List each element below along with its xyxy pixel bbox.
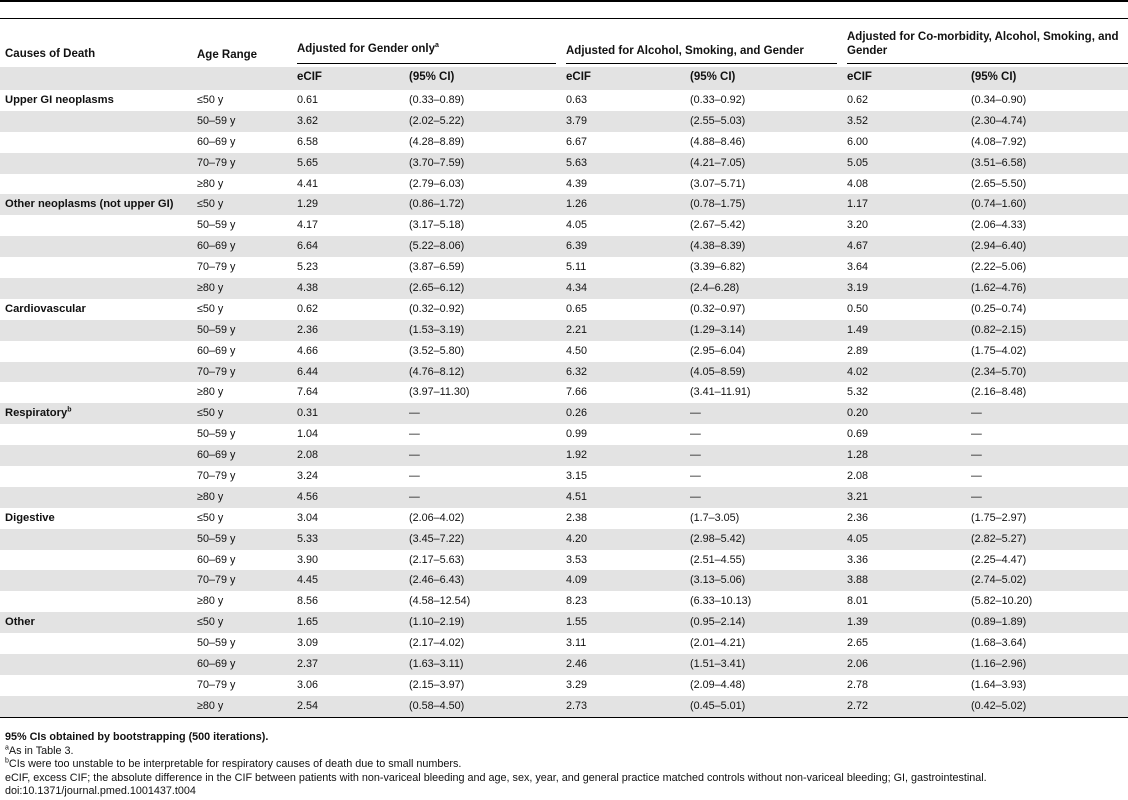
cell-ci-alcohol-smoking: (0.95–2.14) (690, 616, 746, 629)
cell-cause-label: Upper GI neoplasms (5, 94, 114, 106)
table-body (0, 90, 1128, 717)
cell-ecif-comorbidity: 0.62 (847, 94, 869, 106)
footnote-doi: doi:10.1371/journal.pmed.1001437.t004 (5, 785, 196, 797)
cell-ecif-comorbidity: 3.19 (847, 282, 869, 295)
cell-ecif-alcohol-smoking: 3.15 (566, 470, 588, 483)
cell-ecif-gender: 2.08 (297, 449, 319, 462)
cell-age-range: ≤50 y (197, 198, 224, 211)
cell-ci-alcohol-smoking: (2.01–4.21) (690, 637, 746, 650)
cell-ecif-gender: 4.17 (297, 219, 319, 232)
header-causes: Causes of Death (5, 48, 96, 60)
cell-ci-gender: (3.70–7.59) (409, 156, 465, 169)
cell-ci-comorbidity: (4.08–7.92) (971, 135, 1027, 148)
footnote-b-mark: b (5, 757, 9, 765)
cell-ecif-comorbidity: 1.49 (847, 323, 869, 336)
cell-ecif-gender: 7.64 (297, 386, 319, 399)
cell-ci-gender: (0.58–4.50) (409, 699, 465, 712)
cell-cause (5, 198, 173, 210)
cell-ci-comorbidity: (2.94–6.40) (971, 240, 1027, 253)
footnote-a-text: As in Table 3. (8, 744, 74, 757)
table-row (0, 320, 1128, 341)
cell-ci-gender: (2.02–5.22) (409, 114, 465, 127)
cell-age-range: 50–59 y (197, 532, 236, 545)
footnote-bootstrap: 95% CIs obtained by bootstrapping (500 iterations). (5, 731, 269, 743)
cell-ecif-gender: 5.33 (297, 532, 319, 545)
cell-ci-alcohol-smoking: (4.38–8.39) (690, 240, 746, 253)
subheader-ci-1: (95% CI) (409, 71, 455, 83)
cell-ci-gender: (2.17–4.02) (409, 637, 465, 650)
cell-ci-comorbidity: (1.16–2.96) (971, 658, 1027, 671)
table-row (0, 633, 1128, 654)
cell-ci-alcohol-smoking: (0.33–0.92) (690, 94, 746, 106)
cell-age-range: ≥80 y (197, 177, 224, 190)
header-group-alcohol-smoking: Adjusted for Alcohol, Smoking, and Gender (566, 45, 804, 57)
cell-age-range: ≥80 y (197, 595, 224, 608)
cell-ci-gender: (5.22–8.06) (409, 240, 465, 253)
header-group-gender (297, 42, 439, 56)
cell-ecif-alcohol-smoking: 1.92 (566, 449, 588, 462)
cell-ecif-comorbidity: 8.01 (847, 595, 869, 608)
cell-cause-label: Other neoplasms (not upper GI) (5, 198, 174, 211)
table-row (0, 424, 1128, 445)
table-row (0, 153, 1128, 174)
cell-ci-comorbidity: (1.68–3.64) (971, 637, 1027, 650)
cell-ci-alcohol-smoking: — (690, 407, 701, 420)
cell-ecif-comorbidity: 1.28 (847, 449, 869, 462)
data-table (0, 18, 1128, 718)
cell-age-range: 50–59 y (197, 428, 236, 441)
table-row (0, 550, 1128, 571)
cell-cause-label: Cardiovascular (5, 302, 86, 315)
cell-ecif-gender: 5.65 (297, 156, 319, 169)
cell-ecif-comorbidity: 0.50 (847, 302, 869, 315)
cell-ci-alcohol-smoking: (4.21–7.05) (690, 156, 746, 169)
cell-age-range: ≤50 y (197, 511, 224, 524)
table-row (0, 445, 1128, 466)
cell-age-range: 50–59 y (197, 323, 236, 336)
group2-underline (566, 63, 837, 64)
cell-ci-comorbidity: — (971, 428, 982, 441)
cell-ecif-gender: 3.06 (297, 678, 319, 691)
cell-age-range: ≤50 y (197, 94, 224, 106)
cell-ci-gender: (2.79–6.03) (409, 177, 465, 190)
cell-ci-comorbidity: (1.75–4.02) (971, 344, 1027, 357)
footnote-mark: b (67, 406, 72, 414)
cell-ecif-alcohol-smoking: 1.26 (566, 198, 588, 211)
cell-ecif-alcohol-smoking: 4.51 (566, 490, 588, 503)
cell-ecif-comorbidity: 5.32 (847, 386, 869, 399)
cell-ci-comorbidity: (2.06–4.33) (971, 219, 1027, 232)
cell-ecif-alcohol-smoking: 4.05 (566, 219, 588, 232)
cell-ci-gender: (2.46–6.43) (409, 574, 465, 587)
cell-ecif-alcohol-smoking: 1.55 (566, 616, 588, 629)
table-row (0, 570, 1128, 591)
cell-ci-alcohol-smoking: (2.95–6.04) (690, 344, 746, 357)
cell-ci-comorbidity: (1.64–3.93) (971, 678, 1027, 691)
subheader-ci-3: (95% CI) (971, 71, 1017, 83)
subheader-ecif-2: eCIF (566, 71, 591, 83)
cell-ecif-comorbidity: 4.05 (847, 532, 869, 545)
cell-ci-comorbidity: (2.22–5.06) (971, 261, 1027, 274)
cell-ecif-gender: 8.56 (297, 595, 319, 608)
cell-ecif-comorbidity: 3.52 (847, 114, 869, 127)
cell-ci-alcohol-smoking: (4.05–8.59) (690, 365, 746, 378)
cell-ecif-gender: 0.62 (297, 302, 319, 315)
table-row (0, 278, 1128, 299)
table-row (0, 654, 1128, 675)
table-header (0, 19, 1128, 67)
cell-ci-gender: (2.65–6.12) (409, 282, 465, 295)
cell-ci-alcohol-smoking: — (690, 428, 701, 441)
cell-ecif-alcohol-smoking: 6.32 (566, 365, 588, 378)
cell-age-range: 50–59 y (197, 637, 236, 650)
table-row (0, 257, 1128, 278)
cell-ecif-comorbidity: 0.69 (847, 428, 869, 441)
cell-ecif-comorbidity: 2.06 (847, 658, 869, 671)
cell-age-range: 70–79 y (197, 261, 236, 274)
cell-ecif-alcohol-smoking: 4.34 (566, 282, 588, 295)
cell-ecif-gender: 4.41 (297, 177, 319, 190)
cell-cause (5, 512, 55, 524)
table-footnotes (5, 731, 1115, 799)
cell-ci-gender: (3.87–6.59) (409, 261, 465, 274)
cell-cause-label: Other (5, 616, 35, 629)
cell-age-range: ≥80 y (197, 282, 224, 295)
cell-ecif-alcohol-smoking: 0.99 (566, 428, 588, 441)
cell-ecif-alcohol-smoking: 3.53 (566, 553, 588, 566)
cell-ecif-comorbidity: 6.00 (847, 135, 869, 148)
cell-age-range: ≥80 y (197, 490, 224, 503)
cell-cause (5, 303, 86, 315)
cell-ci-comorbidity: (2.74–5.02) (971, 574, 1027, 587)
cell-ecif-alcohol-smoking: 3.29 (566, 678, 588, 691)
cell-ecif-gender: 6.44 (297, 365, 319, 378)
cell-ci-comorbidity: (0.42–5.02) (971, 699, 1027, 712)
cell-age-range: ≤50 y (197, 302, 224, 315)
cell-ecif-alcohol-smoking: 0.65 (566, 302, 588, 315)
cell-age-range: 60–69 y (197, 344, 236, 357)
cell-ci-gender: (0.33–0.89) (409, 94, 465, 106)
cell-ci-gender: (2.06–4.02) (409, 511, 465, 524)
cell-ci-alcohol-smoking: (2.51–4.55) (690, 553, 746, 566)
cell-cause (5, 94, 114, 106)
cell-ecif-comorbidity: 3.64 (847, 261, 869, 274)
cell-cause (5, 616, 35, 628)
cell-ecif-comorbidity: 1.17 (847, 198, 869, 211)
table-row (0, 508, 1128, 529)
cell-ecif-comorbidity: 3.36 (847, 553, 869, 566)
cell-ci-gender: (4.28–8.89) (409, 135, 465, 148)
cell-ci-gender: (3.45–7.22) (409, 532, 465, 545)
cell-ci-gender: (4.58–12.54) (409, 595, 471, 608)
cell-ci-alcohol-smoking: (2.55–5.03) (690, 114, 746, 127)
cell-ci-gender: (1.53–3.19) (409, 323, 465, 336)
cell-ecif-comorbidity: 4.08 (847, 177, 869, 190)
cell-ecif-comorbidity: 2.65 (847, 637, 869, 650)
cell-ecif-comorbidity: 2.78 (847, 678, 869, 691)
cell-ci-gender: (4.76–8.12) (409, 365, 465, 378)
cell-ci-comorbidity: (2.65–5.50) (971, 177, 1027, 190)
cell-age-range: ≤50 y (197, 616, 224, 629)
cell-ci-gender: — (409, 490, 420, 503)
cell-ci-comorbidity: (2.16–8.48) (971, 386, 1027, 399)
cell-ecif-alcohol-smoking: 2.21 (566, 323, 588, 336)
cell-age-range: 70–79 y (197, 156, 236, 169)
table-row (0, 382, 1128, 403)
cell-ci-comorbidity: (0.89–1.89) (971, 616, 1027, 629)
cell-ecif-comorbidity: 2.72 (847, 699, 869, 712)
cell-ecif-gender: 3.04 (297, 511, 319, 524)
cell-ci-comorbidity: (2.30–4.74) (971, 114, 1027, 127)
cell-ci-alcohol-smoking: (0.78–1.75) (690, 198, 746, 211)
cell-ci-alcohol-smoking: — (690, 470, 701, 483)
cell-age-range: 50–59 y (197, 219, 236, 232)
cell-ecif-alcohol-smoking: 8.23 (566, 595, 588, 608)
table-row (0, 529, 1128, 550)
cell-ecif-gender: 3.09 (297, 637, 319, 650)
cell-ecif-alcohol-smoking: 0.63 (566, 94, 588, 106)
cell-ecif-alcohol-smoking: 5.63 (566, 156, 588, 169)
cell-ci-comorbidity: (0.82–2.15) (971, 323, 1027, 336)
table-row (0, 90, 1128, 111)
cell-ecif-gender: 6.64 (297, 240, 319, 253)
cell-ci-comorbidity: (0.74–1.60) (971, 198, 1027, 211)
cell-ecif-alcohol-smoking: 2.46 (566, 658, 588, 671)
table-row (0, 111, 1128, 132)
cell-ci-comorbidity: — (971, 449, 982, 462)
cell-ecif-alcohol-smoking: 3.79 (566, 114, 588, 127)
cell-ci-alcohol-smoking: (0.32–0.97) (690, 302, 746, 315)
cell-ecif-gender: 4.45 (297, 574, 319, 587)
cell-ecif-gender: 4.38 (297, 282, 319, 295)
cell-ci-gender: — (409, 407, 420, 420)
cell-ecif-gender: 5.23 (297, 261, 319, 274)
cell-ci-gender: (0.32–0.92) (409, 302, 465, 315)
footnote-b-text: CIs were too unstable to be interpretable for respiratory causes of death due to small numbers. (8, 758, 462, 770)
cell-cause (5, 407, 71, 419)
cell-ci-gender: (3.52–5.80) (409, 344, 465, 357)
footnote-abbreviations: eCIF, excess CIF; the absolute difference in the CIF between patients with non-variceal bleeding and age, sex, year, and general practice matched controls without non-variceal bleeding; GI, gastrointestinal. (5, 771, 987, 784)
cell-ci-comorbidity: — (971, 470, 982, 483)
cell-ci-comorbidity: — (971, 490, 982, 503)
header-group-gender-label: Adjusted for Gender only (297, 43, 436, 55)
cell-age-range: 60–69 y (197, 449, 236, 462)
cell-ecif-gender: 6.58 (297, 135, 319, 148)
cell-cause-label: Respiratory (5, 407, 68, 420)
table-row (0, 132, 1128, 153)
cell-ci-comorbidity: (2.25–4.47) (971, 553, 1027, 566)
cell-ci-gender: (0.86–1.72) (409, 198, 465, 211)
cell-ci-alcohol-smoking: (2.98–5.42) (690, 532, 746, 545)
cell-ci-alcohol-smoking: (1.29–3.14) (690, 323, 746, 336)
cell-age-range: 70–79 y (197, 470, 236, 483)
cell-ecif-gender: 4.56 (297, 490, 319, 503)
cell-age-range: 60–69 y (197, 135, 236, 148)
cell-ecif-gender: 4.66 (297, 344, 319, 357)
cell-ci-gender: — (409, 428, 420, 441)
cell-age-range: ≥80 y (197, 699, 224, 712)
cell-ecif-alcohol-smoking: 7.66 (566, 386, 588, 399)
cell-ci-comorbidity: (1.75–2.97) (971, 511, 1027, 524)
cell-age-range: 70–79 y (197, 678, 236, 691)
cell-ci-alcohol-smoking: (3.41–11.91) (690, 386, 751, 399)
table-row (0, 591, 1128, 612)
cell-ecif-alcohol-smoking: 0.26 (566, 407, 588, 420)
cell-ci-alcohol-smoking: (3.07–5.71) (690, 177, 746, 190)
table-row (0, 341, 1128, 362)
cell-age-range: ≤50 y (197, 407, 224, 420)
cell-ci-gender: (2.17–5.63) (409, 553, 465, 566)
cell-ecif-gender: 0.31 (297, 407, 319, 420)
cell-ci-gender: (3.17–5.18) (409, 219, 465, 232)
cell-ci-alcohol-smoking: (4.88–8.46) (690, 135, 746, 148)
cell-ecif-alcohol-smoking: 4.09 (566, 574, 588, 587)
table-row (0, 403, 1128, 424)
cell-ecif-gender: 2.54 (297, 699, 319, 712)
table-row (0, 236, 1128, 257)
subheader-ci-2: (95% CI) (690, 71, 736, 83)
cell-ecif-alcohol-smoking: 2.38 (566, 511, 588, 524)
subheader-ecif-1: eCIF (297, 71, 322, 83)
cell-ecif-alcohol-smoking: 4.20 (566, 532, 588, 545)
table-row (0, 194, 1128, 215)
cell-ecif-comorbidity: 4.67 (847, 240, 869, 253)
table-row (0, 299, 1128, 320)
table-row (0, 362, 1128, 383)
cell-ecif-alcohol-smoking: 3.11 (566, 637, 587, 650)
subheader-ecif-3: eCIF (847, 71, 872, 83)
cell-age-range: 70–79 y (197, 365, 236, 378)
cell-ci-alcohol-smoking: — (690, 449, 701, 462)
cell-ci-alcohol-smoking: (0.45–5.01) (690, 699, 746, 712)
group1-underline (297, 63, 556, 64)
cell-ecif-gender: 3.90 (297, 553, 319, 566)
cell-ci-alcohol-smoking: (2.67–5.42) (690, 219, 746, 232)
cell-ci-alcohol-smoking: (3.39–6.82) (690, 261, 746, 274)
cell-ci-gender: — (409, 449, 420, 462)
cell-ci-comorbidity: (1.62–4.76) (971, 282, 1027, 295)
table-row (0, 215, 1128, 236)
table-row (0, 466, 1128, 487)
table-row (0, 675, 1128, 696)
cell-ci-alcohol-smoking: — (690, 490, 701, 503)
cell-ecif-comorbidity: 0.20 (847, 407, 869, 420)
cell-ecif-alcohol-smoking: 6.39 (566, 240, 588, 253)
cell-ci-comorbidity: (2.34–5.70) (971, 365, 1027, 378)
cell-age-range: 50–59 y (197, 114, 236, 127)
footnote-a-mark: a (5, 743, 9, 751)
cell-ecif-comorbidity: 4.02 (847, 365, 869, 378)
footnote-mark-a: a (435, 42, 439, 50)
header-group-comorbidity: Adjusted for Co-morbidity, Alcohol, Smoking, and Gender (847, 31, 1119, 57)
cell-age-range: 70–79 y (197, 574, 236, 587)
cell-ecif-gender: 1.04 (297, 428, 319, 441)
cell-ci-alcohol-smoking: (2.09–4.48) (690, 678, 746, 691)
group3-underline (847, 63, 1128, 64)
cell-ecif-comorbidity: 5.05 (847, 156, 869, 169)
cell-age-range: 60–69 y (197, 658, 236, 671)
cell-ci-gender: (3.97–11.30) (409, 386, 470, 399)
cell-ci-comorbidity: (3.51–6.58) (971, 156, 1027, 169)
table-row (0, 612, 1128, 633)
cell-ecif-alcohol-smoking: 4.39 (566, 177, 588, 190)
footnote-a (5, 745, 1115, 759)
cell-ci-alcohol-smoking: (3.13–5.06) (690, 574, 746, 587)
header-age-range: Age Range (197, 49, 258, 61)
cell-age-range: 60–69 y (197, 240, 236, 253)
cell-ecif-comorbidity: 2.89 (847, 344, 869, 357)
cell-ecif-gender: 0.61 (297, 94, 319, 106)
cell-ecif-gender: 2.36 (297, 323, 319, 336)
cell-age-range: 60–69 y (197, 553, 236, 566)
cell-ecif-gender: 3.62 (297, 114, 319, 127)
table-subheader (0, 67, 1128, 90)
cell-ci-gender: (1.10–2.19) (409, 616, 465, 629)
cell-ci-comorbidity: — (971, 407, 982, 420)
cell-ecif-gender: 1.65 (297, 616, 319, 629)
table-row (0, 696, 1128, 717)
cell-ci-alcohol-smoking: (1.51–3.41) (690, 658, 746, 671)
cell-ci-alcohol-smoking: (1.7–3.05) (690, 511, 740, 524)
table-bottom-rule (0, 717, 1128, 718)
cell-ci-alcohol-smoking: (6.33–10.13) (690, 595, 752, 608)
cell-ecif-comorbidity: 1.39 (847, 616, 869, 629)
footnote-b (5, 758, 1115, 772)
cell-ecif-alcohol-smoking: 5.11 (566, 261, 587, 274)
cell-ci-comorbidity: (5.82–10.20) (971, 595, 1033, 608)
cell-ecif-gender: 3.24 (297, 470, 319, 483)
cell-ecif-alcohol-smoking: 4.50 (566, 344, 588, 357)
cell-ecif-comorbidity: 3.21 (847, 490, 869, 503)
top-border (0, 0, 1128, 2)
cell-ecif-comorbidity: 3.88 (847, 574, 869, 587)
cell-ci-gender: — (409, 470, 420, 483)
cell-ci-comorbidity: (0.25–0.74) (971, 302, 1027, 315)
cell-ci-comorbidity: (2.82–5.27) (971, 532, 1027, 545)
cell-ecif-gender: 2.37 (297, 658, 319, 671)
cell-ecif-gender: 1.29 (297, 198, 319, 211)
cell-ecif-alcohol-smoking: 6.67 (566, 135, 588, 148)
cell-ci-gender: (2.15–3.97) (409, 678, 465, 691)
cell-cause-label: Digestive (5, 511, 55, 524)
cell-ci-alcohol-smoking: (2.4–6.28) (690, 282, 740, 295)
cell-ecif-comorbidity: 2.08 (847, 470, 869, 483)
cell-ci-comorbidity: (0.34–0.90) (971, 94, 1027, 106)
cell-ecif-alcohol-smoking: 2.73 (566, 699, 588, 712)
table-row (0, 487, 1128, 508)
cell-age-range: ≥80 y (197, 386, 224, 399)
cell-ecif-comorbidity: 3.20 (847, 219, 869, 232)
table-row (0, 174, 1128, 195)
cell-ecif-comorbidity: 2.36 (847, 511, 869, 524)
cell-ci-gender: (1.63–3.11) (409, 658, 464, 671)
